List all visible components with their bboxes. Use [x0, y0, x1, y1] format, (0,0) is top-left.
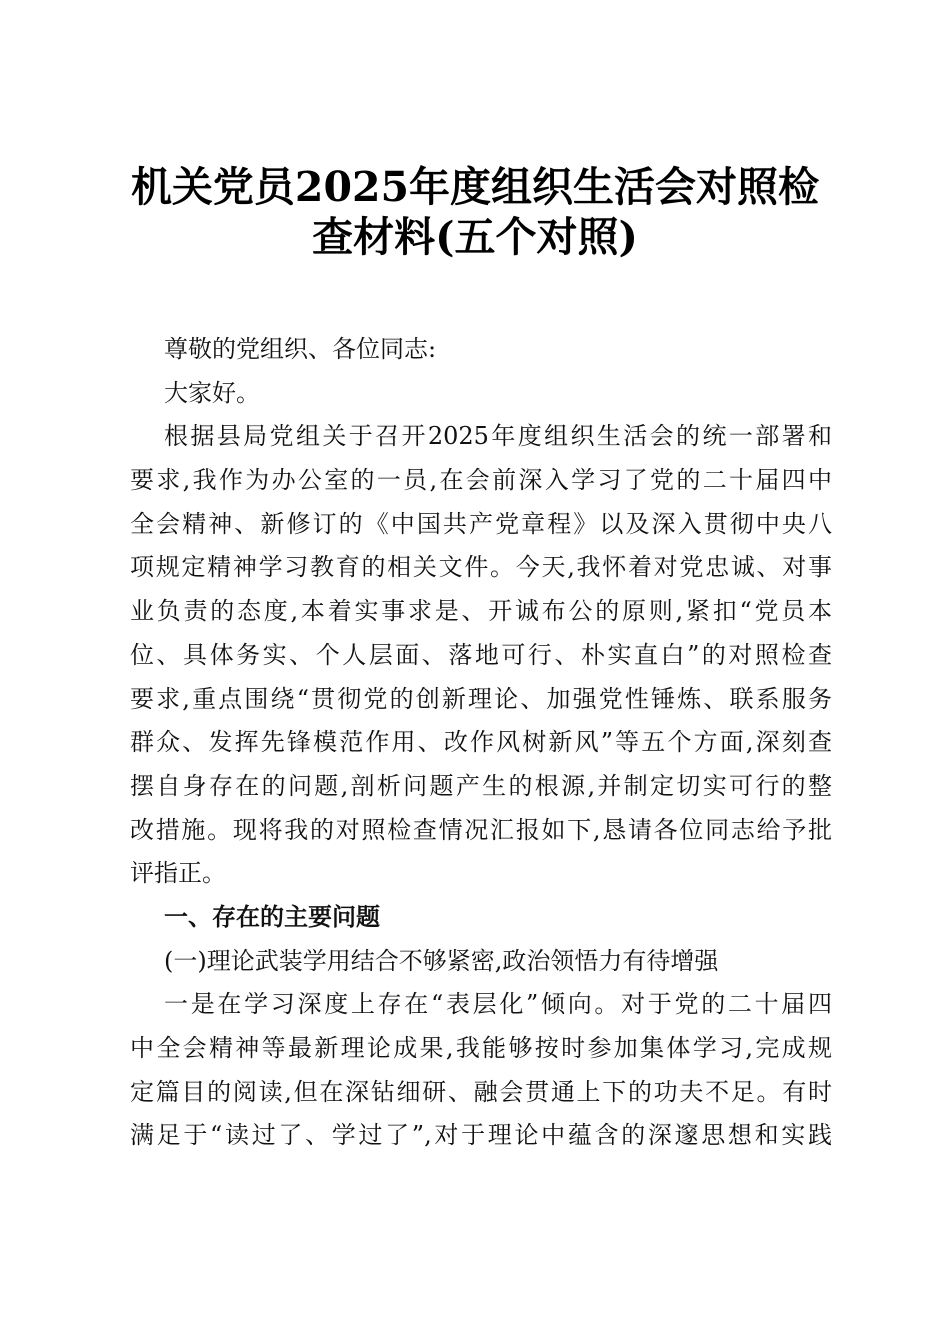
paragraph-line: 业负责的态度,本着实事求是、开诚布公的原则,紧扣“党员本	[130, 597, 832, 626]
greeting: 大家好。	[164, 378, 260, 407]
paragraph-line: 一是在学习深度上存在“表层化”倾向。对于党的二十届四	[164, 990, 832, 1019]
title-line-1: 机关党员2025年度组织生活会对照检	[130, 163, 820, 211]
paragraph-line: 项规定精神学习教育的相关文件。今天,我怀着对党忠诚、对事	[130, 553, 832, 582]
document-body	[130, 328, 832, 1158]
salutation: 尊敬的党组织、各位同志:	[164, 335, 437, 363]
paragraph-line: 要求,重点围绕“贯彻党的创新理论、加强党性锤炼、联系服务	[130, 684, 832, 713]
paragraph-line: 根据县局党组关于召开2025年度组织生活会的统一部署和	[164, 422, 832, 451]
paragraph-line: 中全会精神等最新理论成果,我能够按时参加集体学习,完成规	[130, 1034, 832, 1062]
paragraph-line: 评指正。	[130, 859, 226, 888]
subsection-heading: (一)理论武装学用结合不够紧密,政治领悟力有待增强	[164, 946, 719, 975]
paragraph-line: 定篇目的阅读,但在深钻细研、融会贯通上下的功夫不足。有时	[130, 1077, 832, 1106]
paragraph-line: 改措施。现将我的对照检查情况汇报如下,恳请各位同志给予批	[130, 815, 832, 844]
paragraph-line: 全会精神、新修订的《中国共产党章程》以及深入贯彻中央八	[130, 509, 832, 538]
intro-paragraph	[130, 415, 832, 896]
paragraph-line: 位、具体务实、个人层面、落地可行、朴实直白”的对照检查	[130, 640, 832, 669]
paragraph-line: 要求,我作为办公室的一员,在会前深入学习了党的二十届四中	[130, 466, 832, 495]
point-one-paragraph	[130, 983, 832, 1158]
paragraph-line: 摆自身存在的问题,剖析问题产生的根源,并制定切实可行的整	[130, 771, 832, 800]
paragraph-line: 满足于“读过了、学过了”,对于理论中蕴含的深邃思想和实践	[130, 1121, 832, 1150]
paragraph-line: 群众、发挥先锋模范作用、改作风树新风”等五个方面,深刻查	[130, 728, 832, 757]
document-title	[110, 162, 840, 262]
title-line-2: 查材料(五个对照)	[312, 213, 638, 261]
section-heading: 一、存在的主要问题	[164, 902, 380, 931]
